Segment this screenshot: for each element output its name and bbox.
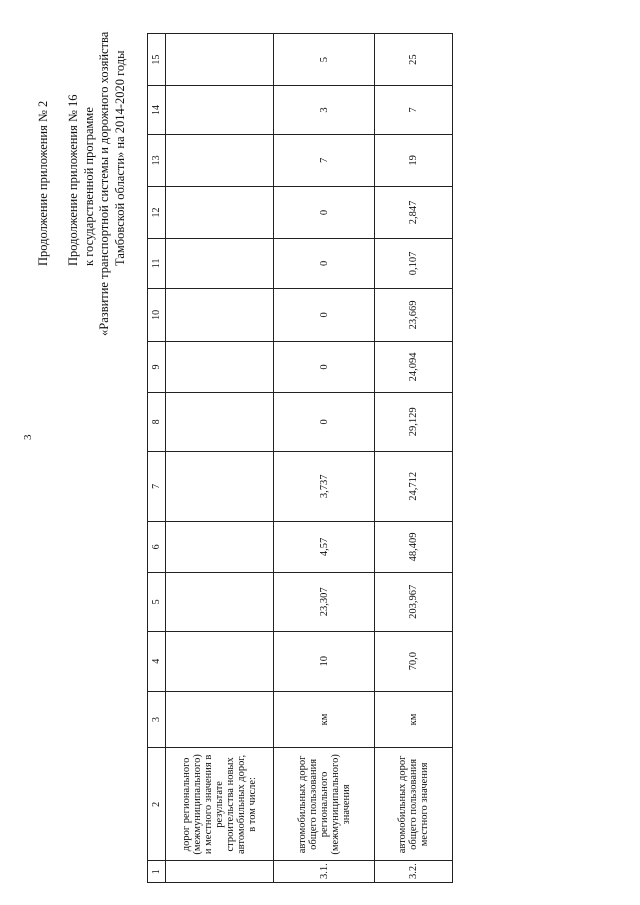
data-table-container — [147, 33, 447, 883]
table-row — [274, 34, 375, 883]
value-cell — [166, 341, 274, 392]
value-cell: 24,712 — [375, 451, 453, 521]
column-number: 10 — [148, 288, 166, 341]
column-number: 7 — [148, 451, 166, 521]
value-cell — [166, 451, 274, 521]
value-cell: 48,409 — [375, 521, 453, 572]
program-line-3: Тамбовской области» на 2014-2020 годы — [113, 50, 127, 266]
table-row — [375, 34, 453, 883]
row-name: дорог регионального (межмуниципального) и местного значения в результате строительства новых автомобильных дорог, в том числе: — [166, 748, 274, 861]
program-line-2: «Развитие транспортной системы и дорожного хозяйства — [97, 31, 111, 336]
program-line-1: к государственной программе — [82, 107, 96, 266]
column-number: 8 — [148, 392, 166, 451]
value-cell: 2,847 — [375, 186, 453, 238]
column-number: 13 — [148, 134, 166, 186]
row-name: автомобильных дорог общего пользования регионального (межмуниципального) значения — [274, 748, 375, 861]
row-number: 3.1. — [274, 861, 375, 883]
unit-cell — [166, 691, 274, 748]
column-number-row — [148, 34, 166, 883]
value-cell — [166, 288, 274, 341]
value-cell — [166, 631, 274, 691]
value-cell: 24,094 — [375, 341, 453, 392]
column-number: 1 — [148, 861, 166, 883]
value-cell: 0 — [274, 186, 375, 238]
value-cell: 3,737 — [274, 451, 375, 521]
value-cell — [166, 186, 274, 238]
row-name: автомобильных дорог общего пользования местного значения — [375, 748, 453, 861]
column-number: 2 — [148, 748, 166, 861]
value-cell — [166, 238, 274, 288]
page-number: 3 — [22, 434, 34, 440]
value-cell: 203,967 — [375, 572, 453, 631]
value-cell: 7 — [375, 86, 453, 135]
unit-cell: км — [375, 691, 453, 748]
column-number: 15 — [148, 34, 166, 86]
column-number: 6 — [148, 521, 166, 572]
value-cell: 4,57 — [274, 521, 375, 572]
value-cell: 0 — [274, 392, 375, 451]
value-cell — [166, 392, 274, 451]
appendix-label: Продолжение приложения № 16 — [66, 94, 80, 266]
value-cell — [166, 34, 274, 86]
row-number — [166, 861, 274, 883]
column-number: 12 — [148, 186, 166, 238]
row-number: 3.2. — [375, 861, 453, 883]
value-cell: 23,669 — [375, 288, 453, 341]
value-cell: 70,0 — [375, 631, 453, 691]
column-number: 3 — [148, 691, 166, 748]
value-cell: 0 — [274, 288, 375, 341]
value-cell — [166, 134, 274, 186]
column-number: 14 — [148, 86, 166, 135]
data-table — [147, 33, 453, 883]
table-row — [166, 34, 274, 883]
value-cell: 19 — [375, 134, 453, 186]
unit-cell: км — [274, 691, 375, 748]
column-number: 9 — [148, 341, 166, 392]
continuation-label: Продолжение приложения № 2 — [36, 100, 50, 266]
value-cell — [166, 521, 274, 572]
column-number: 11 — [148, 238, 166, 288]
document-header — [30, 16, 140, 866]
value-cell — [166, 572, 274, 631]
column-number: 5 — [148, 572, 166, 631]
column-number: 4 — [148, 631, 166, 691]
value-cell — [166, 86, 274, 135]
value-cell: 0,107 — [375, 238, 453, 288]
value-cell: 7 — [274, 134, 375, 186]
value-cell: 25 — [375, 34, 453, 86]
value-cell: 29,129 — [375, 392, 453, 451]
value-cell: 5 — [274, 34, 375, 86]
value-cell: 3 — [274, 86, 375, 135]
value-cell: 0 — [274, 238, 375, 288]
value-cell: 0 — [274, 341, 375, 392]
value-cell: 23,307 — [274, 572, 375, 631]
value-cell: 10 — [274, 631, 375, 691]
